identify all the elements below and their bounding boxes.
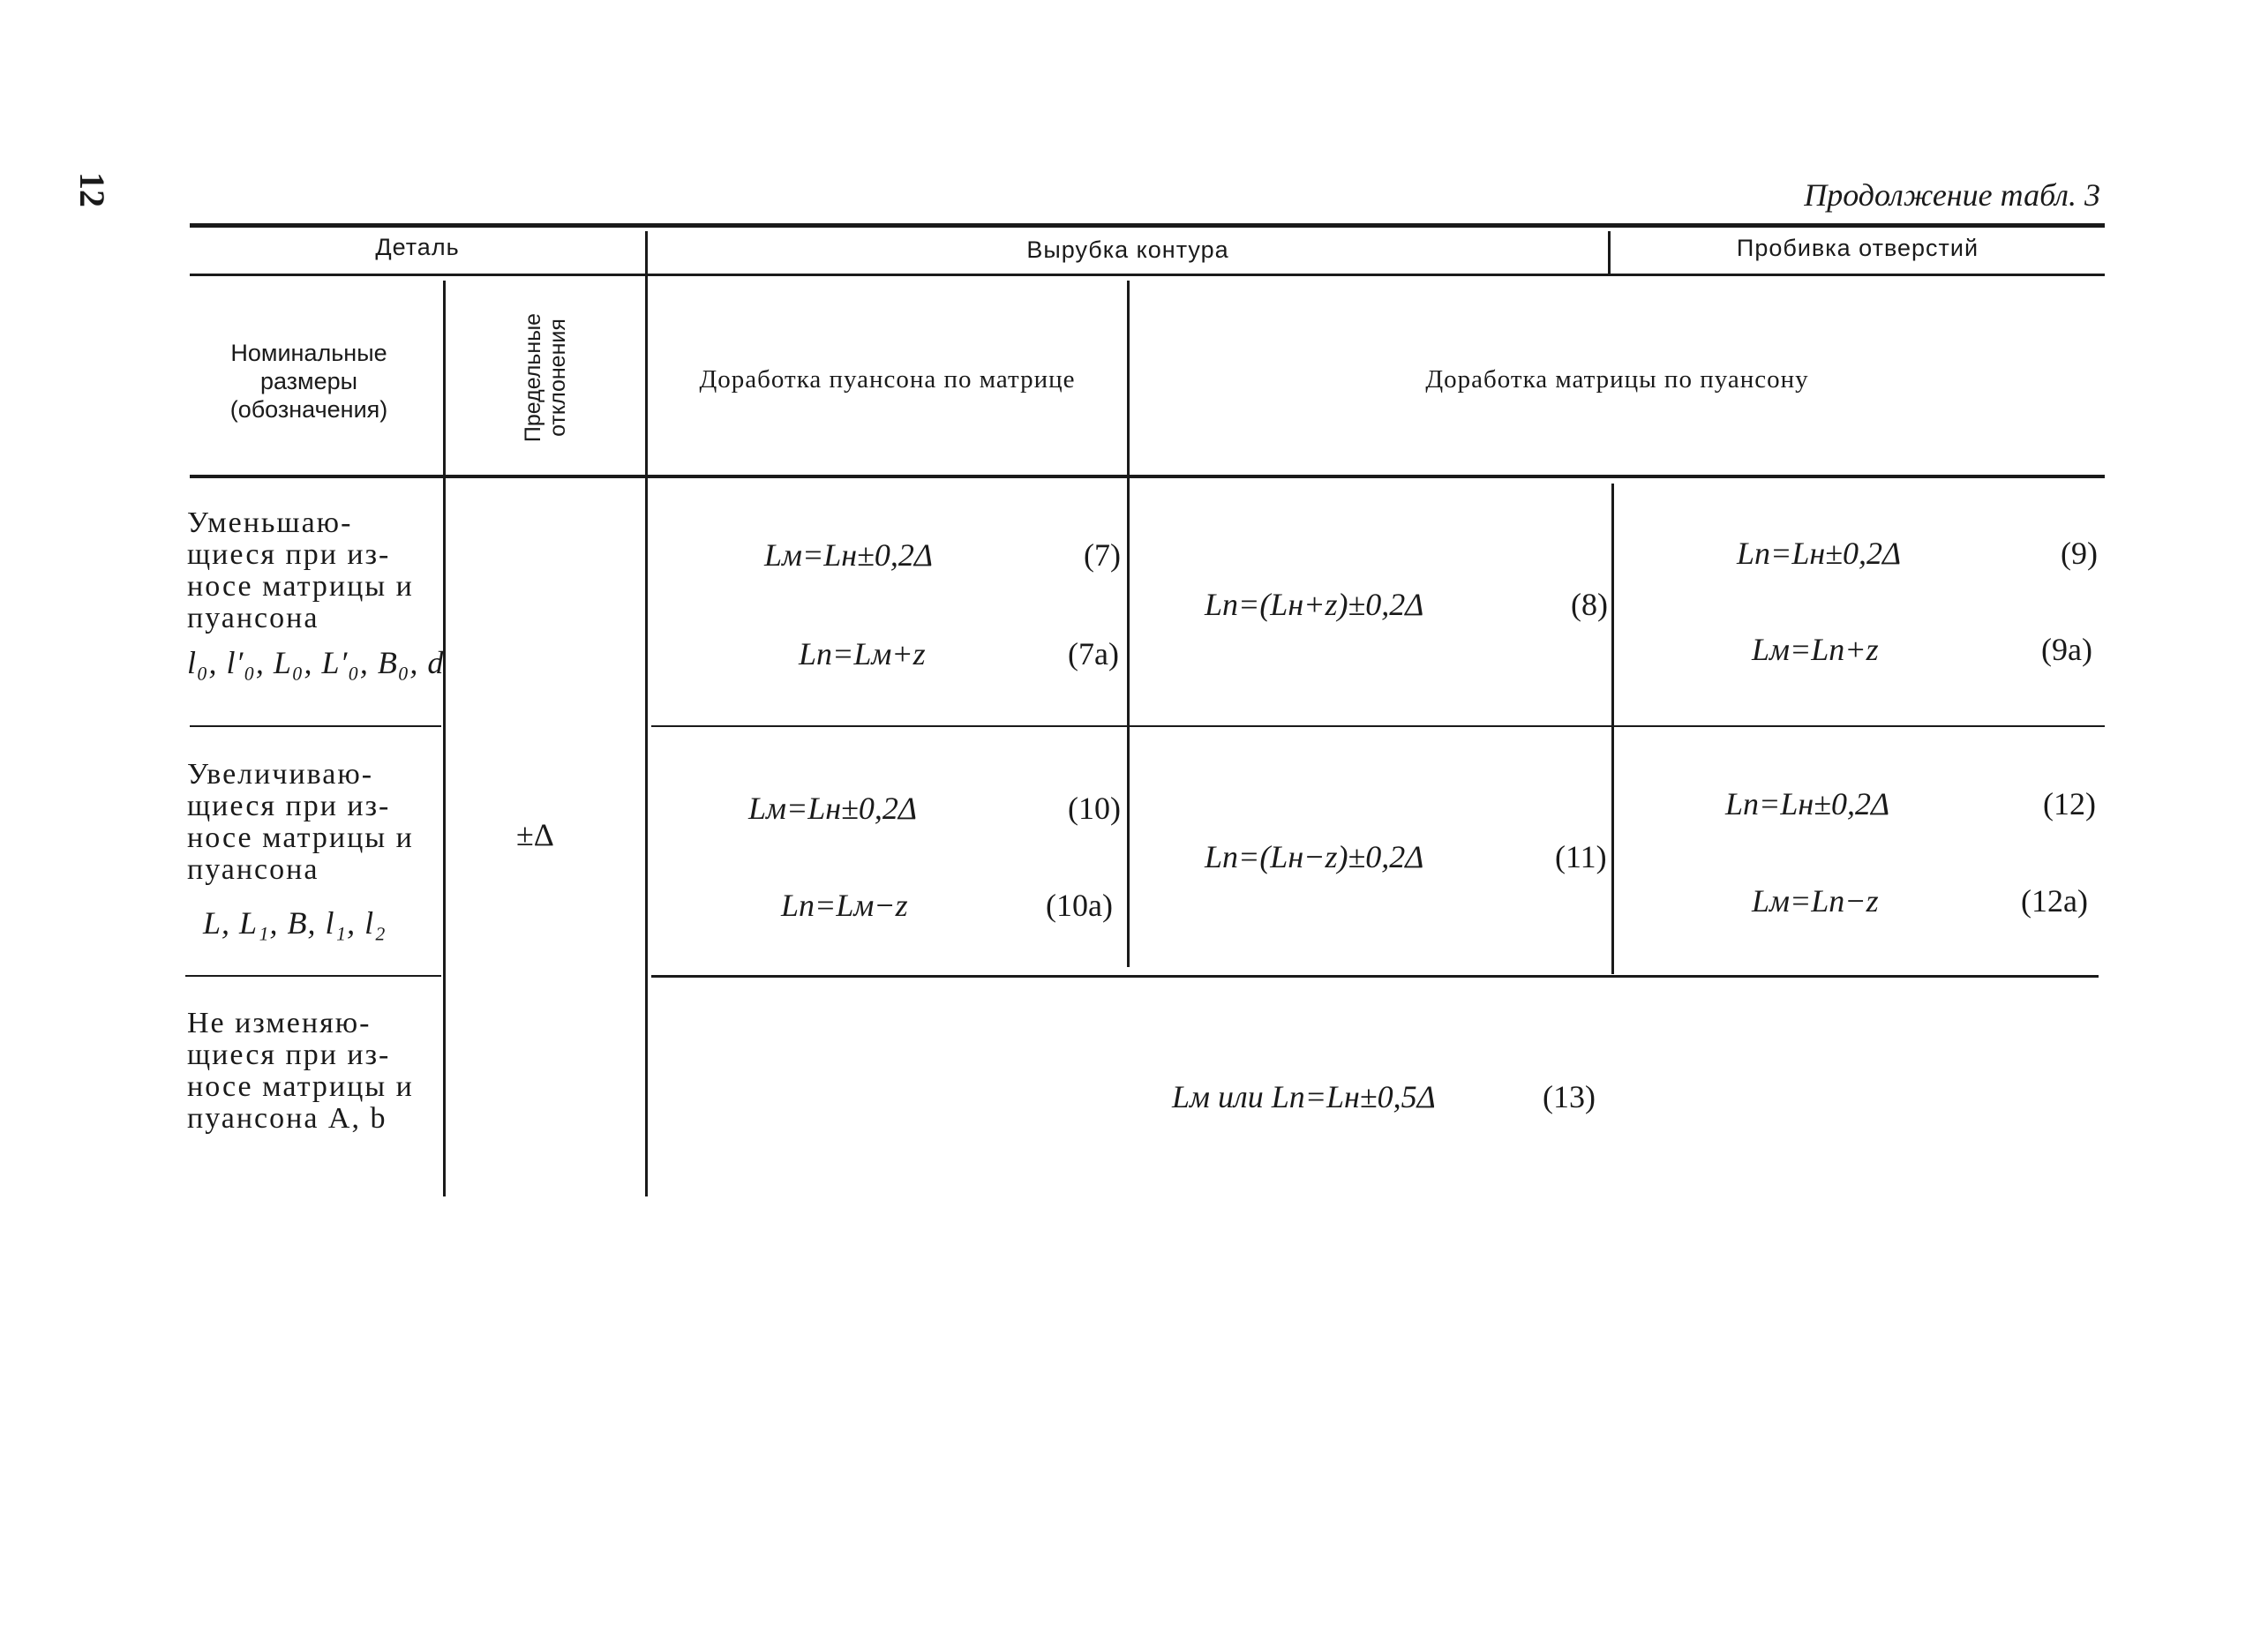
header-cutting: Вырубка контура bbox=[1026, 236, 1229, 263]
equation-number: (7a) bbox=[1068, 636, 1119, 671]
equation-number: (12a) bbox=[2021, 883, 2088, 919]
formula: Lм=Lп+z bbox=[1752, 632, 1879, 667]
formula: Lп=(Lн−z)±0,2Δ bbox=[1205, 839, 1424, 874]
subheader-die-by-punch: Доработка матрицы по пуансону bbox=[1425, 365, 1809, 394]
row-symbols: l₀, l′₀, L₀, L′₀, B₀, d bbox=[187, 645, 445, 680]
header-piercing: Пробивка отверстий bbox=[1736, 235, 1979, 261]
formula: Lп=Lн±0,2Δ bbox=[1725, 786, 1890, 821]
formula: Lп=Lн±0,2Δ bbox=[1737, 536, 1902, 571]
row-label: Не изменяю- щиеся при из- носе матрицы и пуансона A, b bbox=[187, 1007, 414, 1135]
subheader-punch-by-die: Доработка пуансона по матрице bbox=[699, 365, 1076, 394]
col-rule-pierce bbox=[1611, 484, 1614, 974]
row-label: Уменьшаю- щиеся при из- носе матрицы и пуансона bbox=[187, 506, 414, 634]
formula: Lм=Lп−z bbox=[1752, 883, 1879, 919]
continuation-caption: Продолжение табл. 3 bbox=[1804, 177, 2100, 213]
table-top-rule bbox=[190, 223, 2105, 228]
equation-number: (10a) bbox=[1046, 888, 1113, 923]
deviation-value: ±Δ bbox=[516, 817, 554, 852]
page-number: 12 bbox=[72, 172, 112, 207]
row1-rule-left bbox=[190, 725, 441, 727]
equation-number: (9) bbox=[2061, 536, 2098, 571]
formula: Lм или Lп=Lн±0,5Δ bbox=[1172, 1079, 1436, 1114]
equation-number: (10) bbox=[1068, 791, 1121, 826]
formula: Lм=Lн±0,2Δ bbox=[764, 537, 934, 573]
equation-number: (9a) bbox=[2041, 632, 2092, 667]
equation-number: (13) bbox=[1543, 1079, 1596, 1114]
equation-number: (8) bbox=[1571, 587, 1608, 622]
row-label: Увеличиваю- щиеся при из- носе матрицы и пуансона bbox=[187, 758, 414, 886]
row-symbols: L, L₁, B, l₁, l₂ bbox=[203, 905, 387, 941]
equation-number: (11) bbox=[1555, 839, 1607, 874]
row1-rule-right bbox=[651, 725, 2105, 727]
formula: Lп=Lм+z bbox=[799, 636, 926, 671]
subheader-rule bbox=[190, 475, 2105, 478]
formula: Lп=Lм−z bbox=[781, 888, 908, 923]
subheader-deviations: Предельные отклонения bbox=[521, 312, 570, 443]
formula: Lм=Lн±0,2Δ bbox=[748, 791, 918, 826]
header-detail: Деталь bbox=[375, 234, 460, 260]
equation-number: (12) bbox=[2043, 786, 2096, 821]
formula: Lп=(Lн+z)±0,2Δ bbox=[1205, 587, 1424, 622]
subheader-nominal: Номинальные размеры (обозначения) bbox=[229, 340, 388, 423]
row2-rule-right bbox=[651, 975, 2099, 978]
header-rule bbox=[190, 274, 2105, 276]
equation-number: (7) bbox=[1084, 537, 1121, 573]
row2-rule-left bbox=[185, 975, 441, 977]
subheader-deviations-cell bbox=[446, 281, 645, 475]
